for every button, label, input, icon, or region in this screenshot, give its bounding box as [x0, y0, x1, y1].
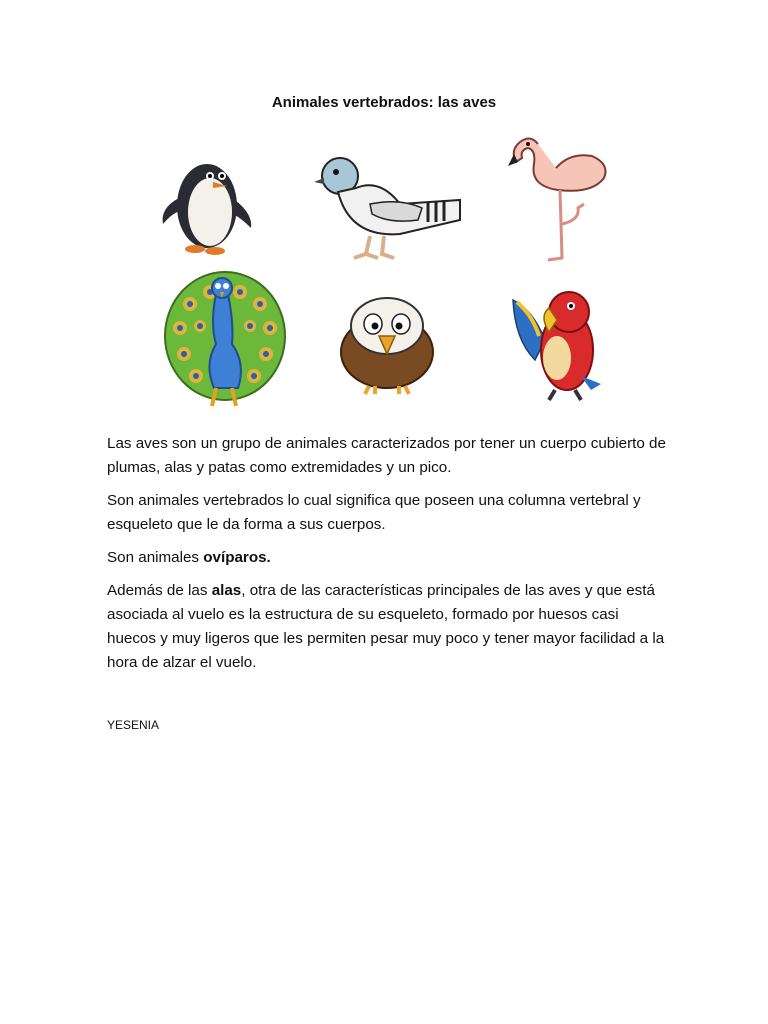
paragraph-4 — [107, 579, 667, 675]
paragraph-4-rest: , otra de las características principales de las aves y que está asociada al vuelo es la estructura de su esqueleto, formado por huesos casi huecos y muy ligeros que les permiten pesar muy poco y tener mayor facilidad a la hora de alzar el vuelo. — [107, 582, 665, 671]
paragraph-1: Las aves son un grupo de animales caracterizados por tener un cuerpo cubierto de plumas, alas y patas como extremidades y un pico. — [107, 435, 666, 476]
eagle-icon — [335, 290, 440, 400]
paragraph-2: Son animales vertebrados lo cual significa que poseen una columna vertebral y esqueleto que le da forma a sus cuerpos. — [107, 492, 641, 533]
parrot-icon — [505, 280, 605, 410]
pigeon-icon — [310, 148, 470, 268]
paragraph-4-text: Además de las — [107, 582, 212, 599]
birds-image-grid — [150, 118, 630, 418]
penguin-icon — [155, 148, 265, 258]
page-title: Animales vertebrados: las aves — [271, 94, 497, 111]
peacock-icon — [160, 264, 290, 414]
paragraph-4-bold: alas — [211, 582, 242, 599]
paragraph-3 — [107, 546, 667, 570]
body-text — [107, 432, 667, 684]
flamingo-icon — [500, 124, 620, 264]
author-signature: YESENIA — [107, 718, 160, 732]
paragraph-3-bold: ovíparos. — [203, 549, 271, 566]
paragraph-3-text: Son animales — [107, 549, 204, 566]
